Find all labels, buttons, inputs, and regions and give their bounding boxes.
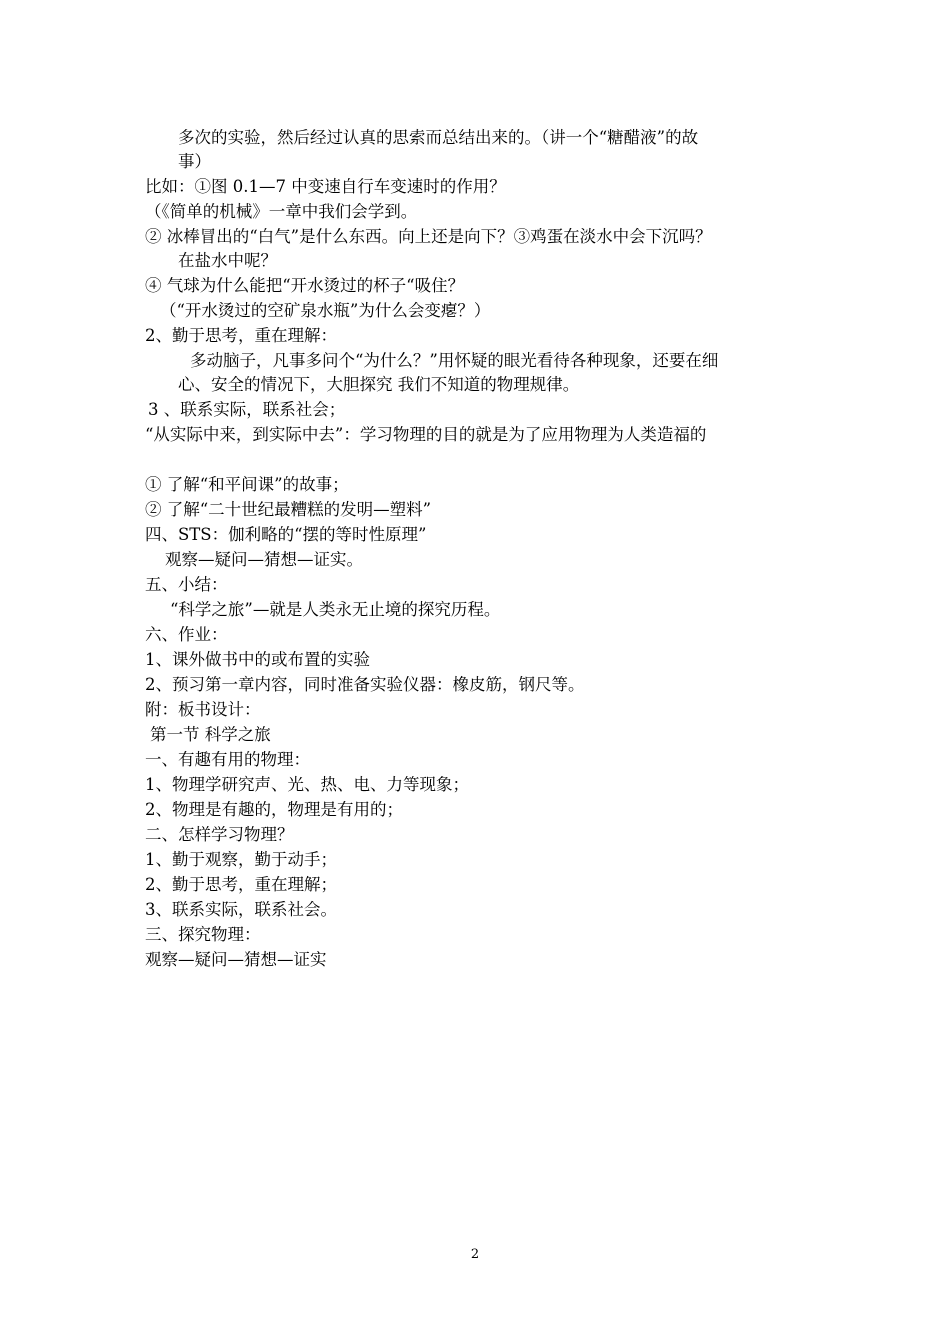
text-line: ④ 气球为什么能把“开水烫过的杯子“吸住？: [145, 276, 465, 295]
text-line: ② 了解“二十世纪最糟糕的发明—塑料”: [145, 500, 432, 519]
section-heading: 一、有趣有用的物理：: [145, 750, 310, 769]
text-line: 观察—疑问—猜想—证实: [145, 950, 327, 969]
text-line: 2、勤于思考，重在理解；: [145, 875, 337, 894]
section-heading: 3 、联系实际，联系社会；: [148, 400, 346, 419]
section-heading: 四、STS：伽利略的“摆的等时性原理”: [145, 525, 427, 544]
text-line: “科学之旅”—就是人类永无止境的探究历程。: [170, 600, 501, 619]
section-heading: 三、探究物理：: [145, 925, 261, 944]
text-line: ① 了解“和平间课”的故事；: [145, 475, 349, 494]
text-line: 心、安全的情况下，大胆探究 我们不知道的物理规律。: [178, 375, 580, 394]
text-line: 在盐水中呢？: [178, 251, 277, 270]
section-heading: 附：板书设计：: [145, 700, 261, 719]
page-number: 2: [470, 1247, 480, 1262]
text-line: 事）: [178, 152, 211, 171]
section-heading: 五、小结：: [145, 575, 228, 594]
text-line: （《简单的机械》一章中我们会学到。: [145, 202, 418, 221]
text-line: 观察—疑问—猜想—证实。: [165, 550, 363, 569]
text-line: 第一节 科学之旅: [150, 725, 271, 744]
section-heading: 二、怎样学习物理？: [145, 825, 294, 844]
text-line: （“开水烫过的空矿泉水瓶”为什么会变瘪？）: [160, 301, 491, 320]
text-line: 1、物理学研究声、光、热、电、力等现象；: [145, 775, 469, 794]
text-line: 1、勤于观察，勤于动手；: [145, 850, 337, 869]
text-line: 3、联系实际，联系社会。: [145, 900, 337, 919]
text-line: ② 冰棒冒出的“白气”是什么东西。向上还是向下？③鸡蛋在淡水中会下沉吗？: [145, 227, 712, 246]
text-line: 比如：①图 0.1—7 中变速自行车变速时的作用？: [145, 177, 506, 196]
text-line: 多次的实验，然后经过认真的思索而总结出来的。（讲一个“糖醋液”的故: [178, 128, 699, 147]
text-line: 多动脑子，凡事多问个“为什么？”用怀疑的眼光看待各种现象，还要在细: [190, 351, 719, 370]
text-line: 2、物理是有趣的，物理是有用的；: [145, 800, 403, 819]
section-heading: 2、勤于思考，重在理解：: [145, 326, 337, 345]
text-line: 2、预习第一章内容，同时准备实验仪器：橡皮筋，钢尺等。: [145, 675, 585, 694]
section-heading: 六、作业：: [145, 625, 228, 644]
text-line: 1、课外做书中的或布置的实验: [145, 650, 370, 669]
text-line: “从实际中来，到实际中去”：学习物理的目的就是为了应用物理为人类造福的: [145, 425, 707, 444]
